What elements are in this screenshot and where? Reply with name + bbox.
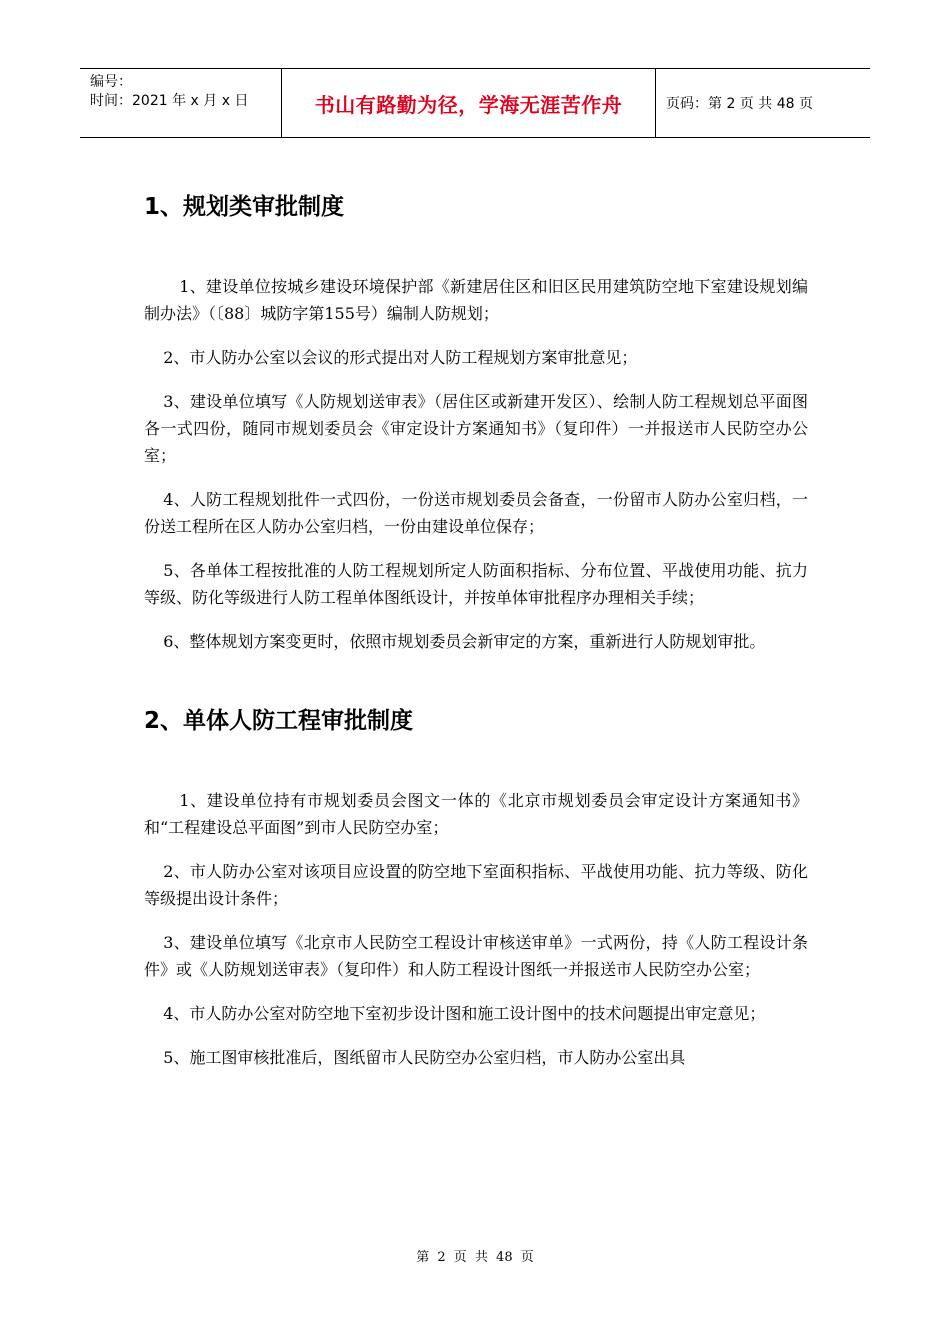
paragraph: 5、施工图审核批准后，图纸留市人民防空办公室归档，市人防办公室出具 [163, 1048, 686, 1067]
paragraph: 1、建设单位持有市规划委员会图文一体的《北京市规划委员会审定设计方案通知书》和“工程建设总平面图”到市人民防空办室； [144, 791, 808, 837]
paragraph: 2、市人防办公室对该项目应设置的防空地下室面积指标、平战使用功能、抗力等级、防化等级提出设计条件； [144, 862, 808, 908]
document-body [144, 186, 808, 1071]
paragraph: 4、市人防办公室对防空地下室初步设计图和施工设计图中的技术问题提出审定意见； [163, 1004, 766, 1023]
header-page-cell [656, 69, 870, 137]
paragraph: 5、各单体工程按批准的人防工程规划所定人防面积指标、分布位置、平战使用功能、抗力等级、防化等级进行人防工程单体图纸设计，并按单体审批程序办理相关手续； [144, 561, 808, 607]
paragraph: 1、建设单位按城乡建设环境保护部《新建居住区和旧区民用建筑防空地下室建设规划编制办法》（〔88〕城防字第155号）编制人防规划； [144, 277, 808, 323]
header-motto: 书山有路勤为径，学海无涯苦作舟 [314, 92, 623, 117]
header-page-info: 页码：第 2 页 共 48 页 [666, 96, 813, 112]
header-meta-cell [80, 69, 282, 137]
page-footer: 第 2 页 共 48 页 [416, 1250, 534, 1265]
paragraph: 6、整体规划方案变更时，依照市规划委员会新审定的方案，重新进行人防规划审批。 [163, 632, 766, 651]
paragraph: 3、建设单位填写《人防规划送审表》（居住区或新建开发区）、绘制人防工程规划总平面图各一式四份，随同市规划委员会《审定设计方案通知书》（复印件）一并报送市人民防空办公室； [144, 392, 808, 465]
header-motto-cell [282, 69, 656, 137]
paragraph: 2、市人防办公室以会议的形式提出对人防工程规划方案审批意见； [163, 348, 638, 367]
section-title: 2、单体人防工程审批制度 [144, 708, 414, 734]
section-title: 1、规划类审批制度 [144, 194, 345, 220]
header-table [80, 68, 870, 138]
document-number-label: 编号： [90, 74, 132, 90]
paragraph: 3、建设单位填写《北京市人民防空工程设计审核送审单》一式两份，持《人防工程设计条件》或《人防规划送审表》（复印件）和人防工程设计图纸一并报送市人民防空办公室； [144, 933, 808, 979]
document-date: 时间：2021 年 x 月 x 日 [90, 93, 249, 109]
paragraph: 4、人防工程规划批件一式四份，一份送市规划委员会备查，一份留市人防办公室归档，一份送工程所在区人防办公室归档，一份由建设单位保存； [144, 490, 808, 536]
